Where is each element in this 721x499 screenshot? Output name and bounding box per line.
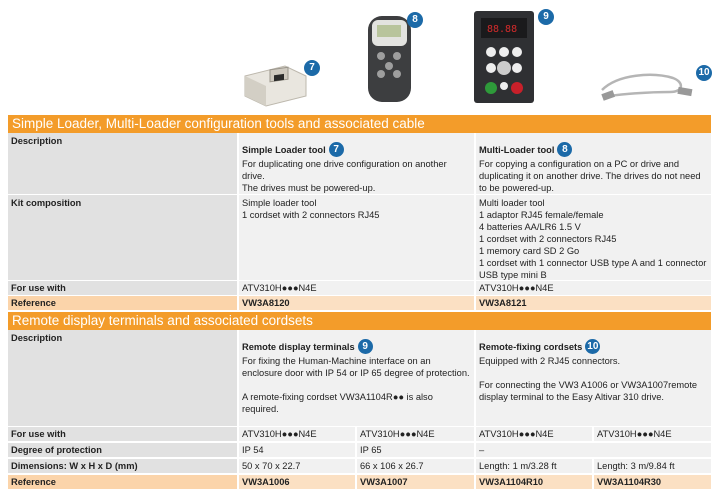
- cell-use: ATV310H●●●N4E: [355, 427, 474, 441]
- table-row-dimensions: [8, 459, 711, 473]
- reference-multi-loader: VW3A8121: [474, 296, 711, 310]
- cell-dimensions: Length: 1 m/3.28 ft: [474, 459, 592, 473]
- cell-kit-multi: [474, 195, 711, 280]
- reference-cell: VW3A1104R30: [592, 475, 711, 489]
- cell-remote-display-description: [237, 330, 474, 426]
- kit-item: 1 adaptor RJ45 female/female: [479, 210, 604, 220]
- badge-10-inline: 10: [587, 341, 599, 352]
- kit-item: 1 cordset with 1 connector USB type A and 1 connector USB type mini B: [479, 258, 707, 280]
- table-row-protection: [8, 443, 711, 457]
- cordsets-title: Remote-fixing cordsets 10: [479, 341, 599, 352]
- cell-cordsets-description: [474, 330, 711, 426]
- section-header-remote-display: Remote display terminals and associated cordsets: [8, 312, 711, 330]
- remote-display-desc-line: A remote-fixing cordset VW3A1104R●● is also required.: [242, 392, 433, 414]
- row-label-use-with: For use with: [8, 427, 237, 441]
- remote-display-image: [473, 10, 535, 104]
- remote-display-desc-line: For fixing the Human-Machine interface on an enclosure door with IP 54 or IP 65 degree of protection.: [242, 356, 470, 378]
- badge-8-inline: 8: [557, 142, 572, 157]
- kit-item: 1 cordset with 2 connectors RJ45: [479, 234, 617, 244]
- multi-loader-title: Multi-Loader tool 8: [479, 143, 708, 158]
- multi-loader-desc-line: For copying a configuration on a PC or drive and duplicating it on another drive. The drives do not need to be powered-up.: [479, 159, 701, 193]
- row-label-dimensions: Dimensions: W x H x D (mm): [8, 459, 237, 473]
- cell-dimensions: 66 x 106 x 26.7: [355, 459, 474, 473]
- row-label-description: Description: [8, 133, 237, 194]
- table-row-use-with-1: [8, 281, 711, 295]
- reference-cell: VW3A1104R10: [474, 475, 592, 489]
- cordsets-desc-line: For connecting the VW3 A1006 or VW3A1007remote display terminal to the Easy Altivar 310 drive.: [479, 380, 698, 402]
- svg-text:88.88: 88.88: [487, 24, 518, 35]
- cordset-image: [598, 70, 696, 104]
- reference-simple-loader: VW3A8120: [237, 296, 474, 310]
- cell-dimensions: Length: 3 m/9.84 ft: [592, 459, 711, 473]
- kit-item: Multi loader tool: [479, 198, 545, 208]
- cordsets-desc-line: Equipped with 2 RJ45 connectors.: [479, 356, 621, 366]
- multi-loader-image: [367, 14, 413, 104]
- kit-item: Simple loader tool: [242, 198, 317, 208]
- badge-10: 10: [696, 65, 712, 81]
- badge-9-inline: 9: [358, 339, 373, 354]
- badge-7: 7: [304, 60, 320, 76]
- badge-8: 8: [407, 12, 423, 28]
- cell-protection: IP 65: [355, 443, 474, 457]
- kit-item: 4 batteries AA/LR6 1.5 V: [479, 222, 581, 232]
- table-row-reference-1: [8, 296, 711, 310]
- kit-item: 1 memory card SD 2 Go: [479, 246, 580, 256]
- row-label-description: Description: [8, 330, 237, 426]
- cell-use-simple: ATV310H●●●N4E: [237, 281, 474, 295]
- cell-use: ATV310H●●●N4E: [592, 427, 711, 441]
- cell-kit-simple: [237, 195, 474, 280]
- row-label-reference: Reference: [8, 475, 237, 489]
- simple-loader-title: Simple Loader tool 7: [242, 143, 471, 158]
- kit-item: 1 cordset with 2 connectors RJ45: [242, 210, 380, 220]
- reference-cell: VW3A1006: [237, 475, 355, 489]
- simple-loader-desc-line: For duplicating one drive configuration on another drive.: [242, 159, 447, 181]
- table-row-description-2: [8, 330, 711, 426]
- cell-dimensions: 50 x 70 x 22.7: [237, 459, 355, 473]
- row-label-use-with: For use with: [8, 281, 237, 295]
- table-row-use-with-2: [8, 427, 711, 441]
- badge-9: 9: [538, 9, 554, 25]
- row-label-kit: Kit composition: [8, 195, 237, 280]
- reference-cell: VW3A1007: [355, 475, 474, 489]
- cell-use: ATV310H●●●N4E: [474, 427, 592, 441]
- table-row-description-1: [8, 133, 711, 194]
- simple-loader-desc-line: The drives must be powered-up.: [242, 183, 376, 193]
- cell-protection: –: [474, 443, 711, 457]
- table-row-kit-composition: [8, 195, 711, 280]
- section-header-loader-tools: Simple Loader, Multi-Loader configuration tools and associated cable: [8, 115, 711, 133]
- cell-simple-loader-description: [237, 133, 474, 194]
- row-label-reference: Reference: [8, 296, 237, 310]
- cell-use-multi: ATV310H●●●N4E: [474, 281, 711, 295]
- row-label-protection: Degree of protection: [8, 443, 237, 457]
- cell-protection: IP 54: [237, 443, 355, 457]
- cell-use: ATV310H●●●N4E: [237, 427, 355, 441]
- product-images: [0, 0, 721, 113]
- cell-multi-loader-description: [474, 133, 711, 194]
- badge-7-inline: 7: [329, 142, 344, 157]
- table-row-reference-2: [8, 475, 711, 489]
- remote-display-title: Remote display terminals 9: [242, 340, 471, 355]
- simple-loader-image: [240, 58, 310, 108]
